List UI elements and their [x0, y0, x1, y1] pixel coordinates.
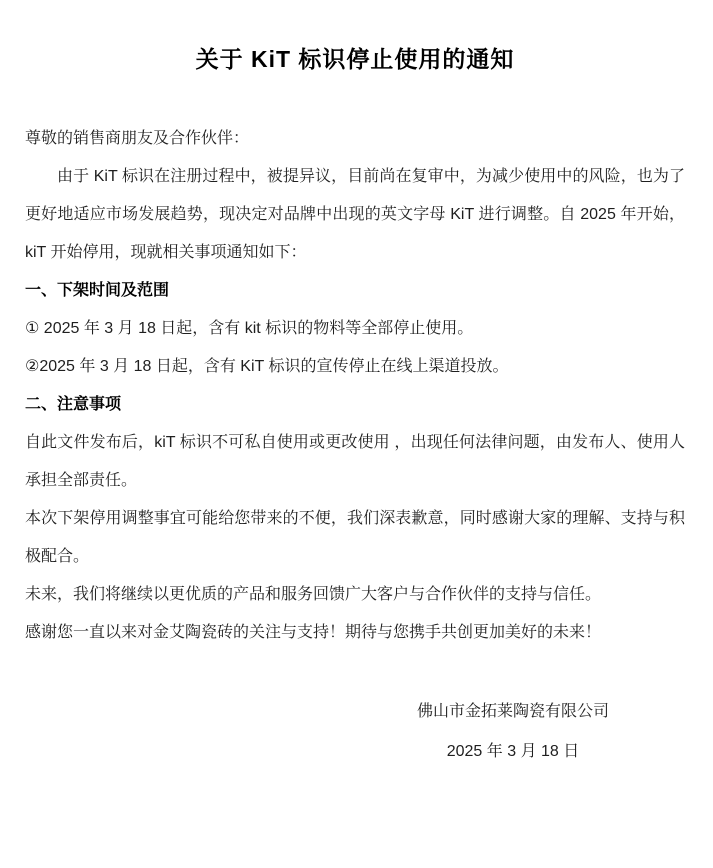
- signature-block: [383, 692, 643, 772]
- section2-paragraph-2: 本次下架停用调整事宜可能给您带来的不便，我们深表歉意，同时感谢大家的理解、支持与积极配合。: [25, 510, 685, 565]
- signature-date: 2025 年 3 月 18 日: [446, 743, 580, 760]
- notice-page: [0, 42, 713, 868]
- section2-paragraph-4: 感谢您一直以来对金艾陶瓷砖的关注与支持！期待与您携手共创更加美好的未来！: [25, 624, 602, 641]
- section1-heading: 一、下架时间及范围: [25, 282, 170, 299]
- notice-document: [0, 42, 713, 772]
- section1-item-1: ① 2025 年 3 月 18 日起，含有 kit 标识的物料等全部停止使用。: [25, 320, 474, 337]
- signature-company: 佛山市金拓莱陶瓷有限公司: [416, 703, 609, 720]
- section2-paragraph-3: 未来，我们将继续以更优质的产品和服务回馈广大客户与合作伙伴的支持与信任。: [25, 586, 602, 603]
- salutation: 尊敬的销售商朋友及合作伙伴：: [25, 130, 250, 147]
- section2-heading: 二、注意事项: [25, 396, 122, 413]
- section1-item-2: ②2025 年 3 月 18 日起，含有 KiT 标识的宣传停止在线上渠道投放。: [25, 358, 509, 375]
- intro-paragraph: 由于 KiT 标识在注册过程中，被提异议，目前尚在复审中，为减少使用中的风险，也为了更好地适应市场发展趋势，现决定对品牌中出现的英文字母 KiT 进行调整。自 2025 年开始，kiT 开始停用，现就相关事项通知如下：: [25, 168, 685, 261]
- page-title: 关于 KiT 标识停止使用的通知: [195, 46, 515, 72]
- section2-paragraph-1: 自此文件发布后，kiT 标识不可私自使用或更改使用 ，出现任何法律问题，由发布人、使用人承担全部责任。: [25, 434, 685, 489]
